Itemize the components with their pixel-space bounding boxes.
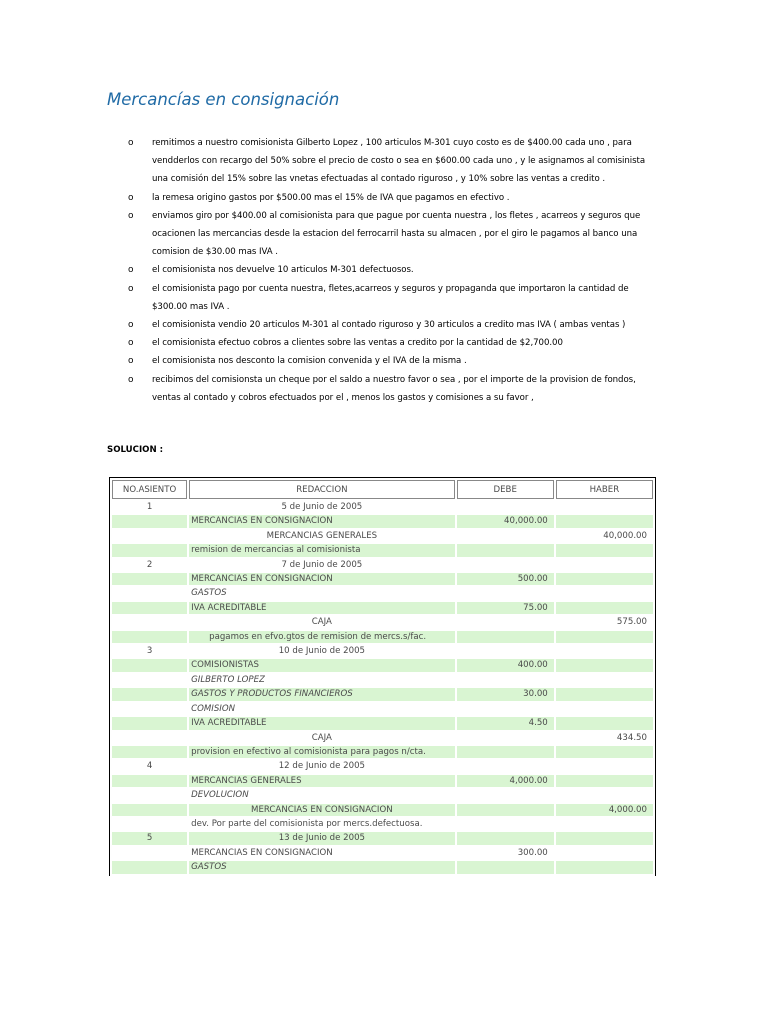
list-item-text: el comisionista nos devuelve 10 articulos M-301 defectuosos. xyxy=(152,265,414,276)
cell-debe xyxy=(457,674,554,686)
cell-redaccion: MERCANCIAS EN CONSIGNACION xyxy=(189,573,454,585)
cell-redaccion: 10 de Junio de 2005 xyxy=(189,645,454,657)
solucion-heading: SOLUCION : xyxy=(107,445,164,455)
table-row xyxy=(112,818,653,830)
cell-no-asiento: 1 xyxy=(112,501,187,513)
cell-redaccion: 13 de Junio de 2005 xyxy=(189,832,454,844)
journal-table-body xyxy=(112,501,653,874)
cell-debe xyxy=(457,631,554,643)
list-item-text: el comisionista pago por cuenta nuestra, fletes,acarreos y seguros y propaganda que importaron la cantidad de $300.00 mas IVA . xyxy=(152,283,629,312)
list-item xyxy=(128,280,658,316)
cell-no-asiento: 4 xyxy=(112,760,187,772)
cell-redaccion: DEVOLUCION xyxy=(189,789,454,801)
table-row xyxy=(112,674,653,686)
cell-redaccion: provision en efectivo al comisionista para pagos n/cta. xyxy=(189,746,454,758)
table-row xyxy=(112,732,653,744)
cell-haber xyxy=(556,515,653,527)
cell-redaccion: CAJA xyxy=(189,732,454,744)
bullet-marker: o xyxy=(128,374,134,385)
cell-haber: 4,000.00 xyxy=(556,804,653,816)
cell-redaccion: MERCANCIAS GENERALES xyxy=(189,775,454,787)
cell-debe: 500.00 xyxy=(457,573,554,585)
table-row xyxy=(112,544,653,556)
cell-debe: 300.00 xyxy=(457,847,554,859)
cell-redaccion: dev. Por parte del comisionista por mercs.defectuosa. xyxy=(189,818,454,830)
list-item xyxy=(128,261,658,279)
table-row xyxy=(112,746,653,758)
cell-debe xyxy=(457,746,554,758)
cell-no-asiento xyxy=(112,659,187,671)
bullet-marker: o xyxy=(128,192,134,203)
list-item xyxy=(128,334,658,352)
cell-redaccion: 7 de Junio de 2005 xyxy=(189,559,454,571)
cell-debe xyxy=(457,732,554,744)
list-item xyxy=(128,316,658,334)
cell-redaccion: MERCANCIAS EN CONSIGNACION xyxy=(189,515,454,527)
cell-debe xyxy=(457,804,554,816)
cell-debe: 4.50 xyxy=(457,717,554,729)
list-item-text: recibimos del comisionsta un cheque por el saldo a nuestro favor o sea , por el importe de la provision de fondos, ventas al contado y cobros efectuados por el , menos los gastos y comisiones a su favor , xyxy=(152,374,636,403)
cell-no-asiento xyxy=(112,746,187,758)
cell-debe xyxy=(457,616,554,628)
cell-no-asiento xyxy=(112,674,187,686)
table-row xyxy=(112,530,653,542)
bullet-marker: o xyxy=(128,265,134,276)
list-item-text: enviamos giro por $400.00 al comisionista para que pague por cuenta nuestra , los fletes , acarreos y seguros que ocacionen las mercancias desde la estacion del ferrocarril hasta su almacen , por el giro le pagamos al banco una comision de $30.00 mas IVA . xyxy=(152,210,641,258)
table-row xyxy=(112,775,653,787)
cell-haber xyxy=(556,674,653,686)
cell-redaccion: MERCANCIAS EN CONSIGNACION xyxy=(189,847,454,859)
cell-haber xyxy=(556,602,653,614)
list-item-text: el comisionista nos desconto la comision convenida y el IVA de la misma . xyxy=(152,356,467,367)
cell-no-asiento xyxy=(112,530,187,542)
exercise-list xyxy=(128,134,658,407)
cell-debe: 40,000.00 xyxy=(457,515,554,527)
table-row xyxy=(112,832,653,844)
cell-haber xyxy=(556,775,653,787)
cell-haber xyxy=(556,645,653,657)
table-row xyxy=(112,659,653,671)
header-redaccion: REDACCION xyxy=(189,480,454,499)
cell-no-asiento xyxy=(112,544,187,556)
cell-no-asiento xyxy=(112,818,187,830)
cell-redaccion: MERCANCIAS GENERALES xyxy=(189,530,454,542)
cell-debe: 75.00 xyxy=(457,602,554,614)
cell-haber xyxy=(556,659,653,671)
table-row xyxy=(112,616,653,628)
cell-redaccion: GASTOS Y PRODUCTOS FINANCIEROS xyxy=(189,688,454,700)
cell-debe xyxy=(457,645,554,657)
cell-debe: 400.00 xyxy=(457,659,554,671)
table-row xyxy=(112,602,653,614)
cell-debe xyxy=(457,544,554,556)
table-row xyxy=(112,501,653,513)
cell-no-asiento xyxy=(112,861,187,873)
bullet-marker: o xyxy=(128,338,134,349)
table-row xyxy=(112,559,653,571)
cell-haber xyxy=(556,789,653,801)
cell-haber xyxy=(556,587,653,599)
table-row xyxy=(112,804,653,816)
cell-no-asiento: 3 xyxy=(112,645,187,657)
table-header-row xyxy=(112,480,653,499)
cell-redaccion: pagamos en efvo.gtos de remision de mercs.s/fac. xyxy=(189,631,454,643)
cell-redaccion: IVA ACREDITABLE xyxy=(189,717,454,729)
cell-haber xyxy=(556,717,653,729)
bullet-marker: o xyxy=(128,356,134,367)
cell-haber xyxy=(556,544,653,556)
cell-redaccion: CAJA xyxy=(189,616,454,628)
cell-redaccion: COMISIONISTAS xyxy=(189,659,454,671)
header-haber: HABER xyxy=(556,480,653,499)
list-item xyxy=(128,134,658,189)
cell-redaccion: COMISION xyxy=(189,703,454,715)
cell-redaccion: GILBERTO LOPEZ xyxy=(189,674,454,686)
table-row xyxy=(112,861,653,873)
cell-haber xyxy=(556,631,653,643)
bullet-marker: o xyxy=(128,320,134,331)
cell-debe xyxy=(457,832,554,844)
cell-debe: 4,000.00 xyxy=(457,775,554,787)
cell-haber xyxy=(556,847,653,859)
table-row xyxy=(112,645,653,657)
list-item xyxy=(128,352,658,370)
cell-debe xyxy=(457,559,554,571)
table-row xyxy=(112,760,653,772)
cell-no-asiento xyxy=(112,789,187,801)
cell-haber xyxy=(556,559,653,571)
header-no-asiento: NO.ASIENTO xyxy=(112,480,187,499)
cell-debe: 30.00 xyxy=(457,688,554,700)
list-item-text: el comisionista vendio 20 articulos M-301 al contado riguroso y 30 articulos a credito mas IVA ( ambas ventas ) xyxy=(152,320,626,331)
cell-no-asiento: 2 xyxy=(112,559,187,571)
cell-haber xyxy=(556,688,653,700)
table-row xyxy=(112,703,653,715)
header-debe: DEBE xyxy=(457,480,554,499)
cell-haber xyxy=(556,818,653,830)
cell-no-asiento xyxy=(112,717,187,729)
cell-redaccion: GASTOS xyxy=(189,861,454,873)
cell-debe xyxy=(457,789,554,801)
table-row xyxy=(112,688,653,700)
cell-haber xyxy=(556,746,653,758)
cell-redaccion: GASTOS xyxy=(189,587,454,599)
cell-no-asiento xyxy=(112,804,187,816)
cell-no-asiento xyxy=(112,573,187,585)
cell-haber xyxy=(556,703,653,715)
cell-no-asiento xyxy=(112,587,187,599)
cell-redaccion: MERCANCIAS EN CONSIGNACION xyxy=(189,804,454,816)
cell-haber xyxy=(556,760,653,772)
table-row xyxy=(112,573,653,585)
table-row xyxy=(112,631,653,643)
cell-debe xyxy=(457,530,554,542)
cell-redaccion: 5 de Junio de 2005 xyxy=(189,501,454,513)
cell-no-asiento xyxy=(112,703,187,715)
table-row xyxy=(112,789,653,801)
cell-no-asiento: 5 xyxy=(112,832,187,844)
cell-haber: 575.00 xyxy=(556,616,653,628)
cell-debe xyxy=(457,703,554,715)
page-title: Mercancías en consignación xyxy=(107,90,340,109)
journal-table xyxy=(109,477,656,876)
cell-redaccion: IVA ACREDITABLE xyxy=(189,602,454,614)
cell-redaccion: 12 de Junio de 2005 xyxy=(189,760,454,772)
cell-haber: 40,000.00 xyxy=(556,530,653,542)
cell-no-asiento xyxy=(112,775,187,787)
cell-no-asiento xyxy=(112,602,187,614)
cell-debe xyxy=(457,587,554,599)
list-item xyxy=(128,371,658,407)
cell-redaccion: remision de mercancias al comisionista xyxy=(189,544,454,556)
cell-haber xyxy=(556,501,653,513)
cell-debe xyxy=(457,861,554,873)
cell-no-asiento xyxy=(112,515,187,527)
cell-no-asiento xyxy=(112,631,187,643)
list-item-text: remitimos a nuestro comisionista Gilberto Lopez , 100 articulos M-301 cuyo costo es de $400.00 cada uno , para vendderlos con recargo del 50% sobre el precio de costo o sea en $600.00 cada uno , y le asignamos al comisinista una comisión del 15% sobre las vnetas efectuadas al contado riguroso , y 10% sobre las ventas a credito . xyxy=(152,138,646,185)
table-row xyxy=(112,717,653,729)
table-row xyxy=(112,587,653,599)
list-item xyxy=(128,189,658,207)
list-item-text: la remesa origino gastos por $500.00 mas el 15% de IVA que pagamos en efectivo . xyxy=(152,192,510,203)
cell-haber xyxy=(556,832,653,844)
cell-debe xyxy=(457,760,554,772)
cell-no-asiento xyxy=(112,847,187,859)
list-item-text: el comisionista efectuo cobros a clientes sobre las ventas a credito por la cantidad de $2,700.00 xyxy=(152,338,563,349)
cell-no-asiento xyxy=(112,732,187,744)
table-row xyxy=(112,847,653,859)
cell-haber: 434.50 xyxy=(556,732,653,744)
cell-no-asiento xyxy=(112,616,187,628)
table-row xyxy=(112,515,653,527)
cell-debe xyxy=(457,501,554,513)
bullet-marker: o xyxy=(128,138,134,148)
cell-haber xyxy=(556,573,653,585)
cell-no-asiento xyxy=(112,688,187,700)
bullet-marker: o xyxy=(128,283,134,294)
bullet-marker: o xyxy=(128,210,134,221)
cell-debe xyxy=(457,818,554,830)
list-item xyxy=(128,207,658,262)
cell-haber xyxy=(556,861,653,873)
